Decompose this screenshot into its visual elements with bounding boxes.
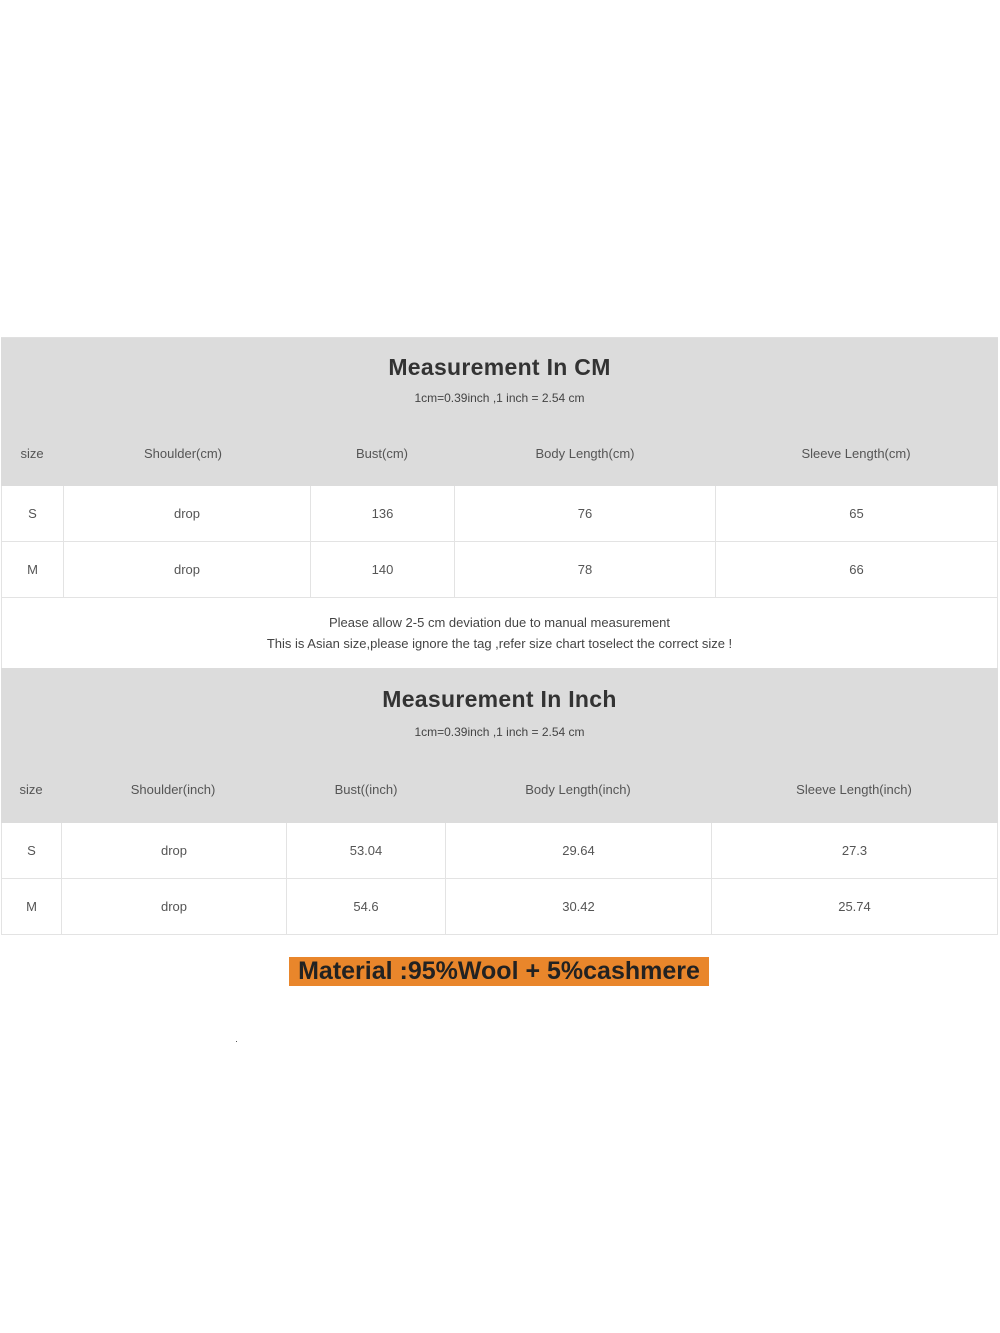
cm-header-bust: Bust(cm) [356,446,408,461]
material-banner: Material :95%Wool + 5%cashmere [289,957,709,986]
cm-header-size: size [20,446,44,461]
inch-title: Measurement In Inch [382,686,617,712]
inch-cell-bust: 54.6 [287,879,446,934]
table-row [1,823,998,879]
inch-cell-size: M [2,879,62,934]
inch-cell-shoulder: drop [62,879,287,934]
cm-title: Measurement In CM [388,354,611,380]
inch-header-size: size [19,782,43,797]
cm-cell-shoulder: drop [64,486,311,541]
inch-cell-body-length: 30.42 [446,879,712,934]
inch-cell-shoulder: drop [62,823,287,878]
inch-cell-size: S [2,823,62,878]
inch-cell-sleeve-length: 25.74 [838,899,871,914]
cm-cell-sleeve-length: 66 [849,562,864,577]
inch-cell-bust: 53.04 [287,823,446,878]
cm-cell-bust: 140 [311,542,455,597]
cm-cell-shoulder: drop [64,542,311,597]
cm-header-body-length: Body Length(cm) [535,446,635,461]
inch-subtitle: 1cm=0.39inch ,1 inch = 2.54 cm [414,725,585,739]
cm-cell-body-length: 78 [455,542,716,597]
cm-header-sleeve-length: Sleeve Length(cm) [801,446,911,461]
inch-cell-sleeve-length: 27.3 [841,843,868,858]
cm-header [1,338,998,486]
inch-header-body-length: Body Length(inch) [525,782,631,797]
note-deviation: Please allow 2-5 cm deviation due to manual measurement [328,615,671,630]
table-row [1,879,998,935]
inch-header-sleeve-length: Sleeve Length(inch) [796,782,912,797]
notes [1,598,998,668]
table-row [1,542,998,598]
inch-cell-body-length: 29.64 [446,823,712,878]
cm-subtitle: 1cm=0.39inch ,1 inch = 2.54 cm [414,391,585,405]
note-asian-size: This is Asian size,please ignore the tag ,refer size chart toselect the correct size ! [266,636,733,651]
cm-cell-body-length: 76 [455,486,716,541]
inch-header-bust: Bust((inch) [334,782,398,797]
cm-cell-sleeve-length: 65 [849,506,864,521]
inch-header [1,668,998,823]
cm-cell-bust: 136 [311,486,455,541]
inch-header-shoulder: Shoulder(inch) [130,782,216,797]
cm-cell-size: S [2,486,64,541]
stray-dot [236,1041,237,1042]
size-chart [1,337,998,935]
cm-cell-size: M [2,542,64,597]
table-row [1,486,998,542]
cm-header-shoulder: Shoulder(cm) [143,446,223,461]
